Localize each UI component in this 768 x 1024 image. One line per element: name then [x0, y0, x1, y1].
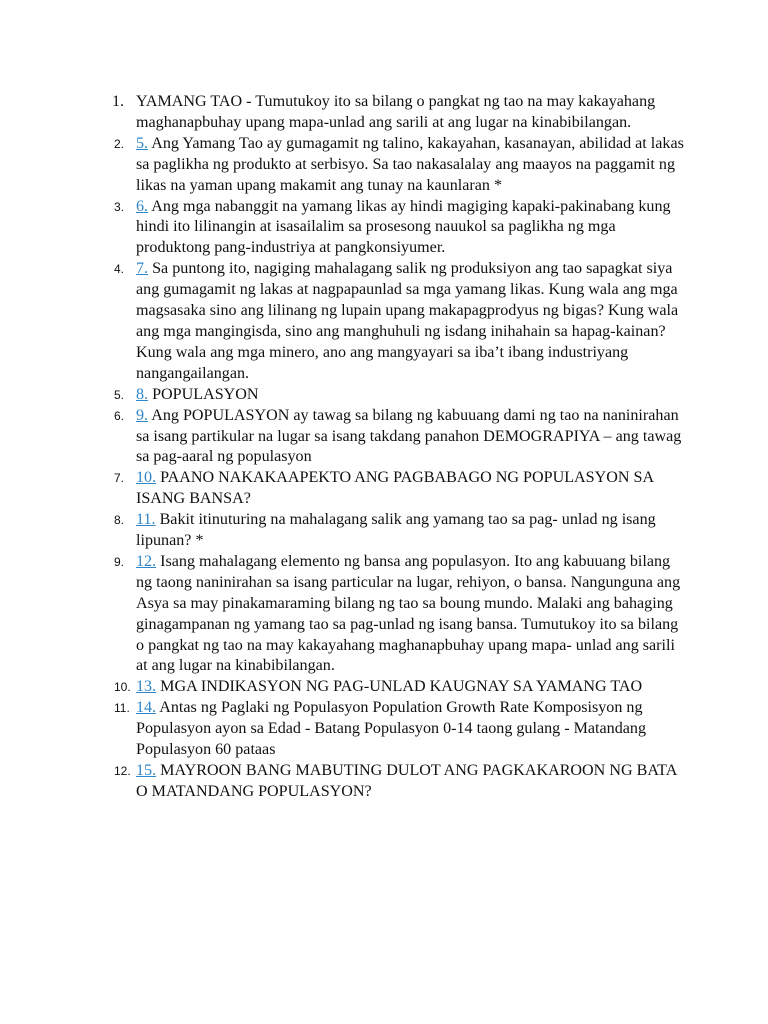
- list-item-text: PAANO NAKAKAAPEKTO ANG PAGBABAGO NG POPULASYON SA ISANG BANSA?: [136, 469, 654, 508]
- list-number: 11.: [114, 701, 130, 716]
- list-item-text: Ang mga nabanggit na yamang likas ay hindi magiging kapaki-pakinabang kung hindi ito lilinangin at isasailalim sa prosesong nauukol sa paglikha ng mga produktong pang-industriya at pangkonsiyumer.: [136, 197, 671, 257]
- list-item-text: MAYROON BANG MABUTING DULOT ANG PAGKAKAROON NG BATA O MATANDANG POPULASYON?: [136, 762, 677, 800]
- list-item: [96, 761, 686, 803]
- question-link[interactable]: 12.: [136, 552, 157, 570]
- list-number: 10.: [114, 680, 131, 695]
- question-link[interactable]: 8.: [136, 385, 149, 403]
- list-item: [96, 406, 686, 469]
- numbered-list: [96, 92, 686, 803]
- list-number: 6.: [114, 408, 125, 423]
- list-item-text: Ang Yamang Tao ay gumagamit ng talino, kakayahan, kasanayan, abilidad at lakas sa paglikha ng produkto at serbisyo. Sa tao nakasalalay ang maayos na paggamit ng likas na yaman upang makamit ang tunay na kaunlaran *: [136, 134, 684, 194]
- list-item-text: Bakit itinuturing na mahalagang salik ang yamang tao sa pag- unlad ng isang lipunan? *: [136, 511, 656, 550]
- list-item-text: MGA INDIKASYON NG PAG-UNLAD KAUGNAY SA YAMANG TAO: [160, 678, 643, 696]
- list-item-text: Antas ng Paglaki ng Populasyon Population Growth Rate Komposisyon ng Populasyon ayon sa Edad - Batang Populasyon 0-14 taong gulang - Matandang Populasyon 60 pataas: [136, 699, 646, 759]
- list-number: 12.: [114, 764, 131, 778]
- list-item-text: Sa puntong ito, nagiging mahalagang salik ng produksiyon ang tao sapagkat siya ang gumagamit ng lakas at nagpapaunlad sa mga yamang likas. Kung wala ang mga magsasaka sino ang lilinang ng lupain upang makapagprodyus ng bigas? Kung wala ang mga mangingisda, sino ang manghuhuli ng isdang inihahain sa hapag-kainan? Kung wala ang mga minero, ano ang mangyayari sa iba’t ibang industriyang nangangailangan.: [136, 260, 679, 382]
- question-link[interactable]: 13.: [136, 678, 157, 696]
- question-link[interactable]: 6.: [136, 197, 149, 215]
- list-number: 2.: [114, 136, 125, 151]
- question-link[interactable]: 5.: [136, 134, 149, 152]
- list-number: 1.: [112, 93, 125, 110]
- question-link[interactable]: 14.: [136, 699, 157, 717]
- question-link[interactable]: 9.: [136, 406, 149, 424]
- list-number: 5.: [114, 387, 125, 402]
- list-number: 9.: [114, 554, 125, 569]
- list-item-text: YAMANG TAO - Tumutukoy ito sa bilang o pangkat ng tao na may kakayahang maghanapbuhay upang mapa-unlad ang sarili at ang lugar na kinabibilangan.: [136, 93, 656, 131]
- question-link[interactable]: 11.: [136, 511, 156, 529]
- list-item: [96, 259, 686, 384]
- list-number: 8.: [114, 513, 125, 528]
- list-item-text: Ang POPULASYON ay tawag sa bilang ng kabuuang dami ng tao na naninirahan sa isang partikular na lugar sa isang takdang panahon DEMOGRAPIYA – ang tawag sa pag-aaral ng populasyon: [136, 406, 682, 466]
- list-item: [96, 510, 686, 552]
- list-item: [96, 197, 686, 260]
- list-item: [96, 677, 686, 698]
- list-item: [96, 385, 686, 406]
- question-link[interactable]: 10.: [136, 469, 157, 487]
- question-link[interactable]: 7.: [136, 260, 149, 278]
- list-item: [96, 468, 686, 510]
- list-item: [96, 698, 686, 761]
- list-number: 3.: [114, 199, 125, 214]
- list-item-text: POPULASYON: [152, 385, 259, 403]
- list-item: [96, 92, 686, 134]
- list-number: 7.: [114, 471, 125, 486]
- list-item-text: Isang mahalagang elemento ng bansa ang populasyon. Ito ang kabuuang bilang ng taong naninirahan sa isang particular na lugar, rehiyon, o bansa. Nangunguna ang Asya sa may pinakamaraming bilang ng tao sa boung mundo. Malaki ang bahaging ginagampanan ng yamang tao sa pag-unlad ng isang bansa. Tumutukoy ito sa bilang o pangkat ng tao na may kakayahang maghanapbuhay upang mapa- unlad ang sarili at ang lugar na kinabibilangan.: [136, 552, 681, 675]
- list-item: [96, 552, 686, 677]
- list-item: [96, 134, 686, 197]
- question-link[interactable]: 15.: [136, 762, 157, 779]
- list-number: 4.: [114, 262, 125, 277]
